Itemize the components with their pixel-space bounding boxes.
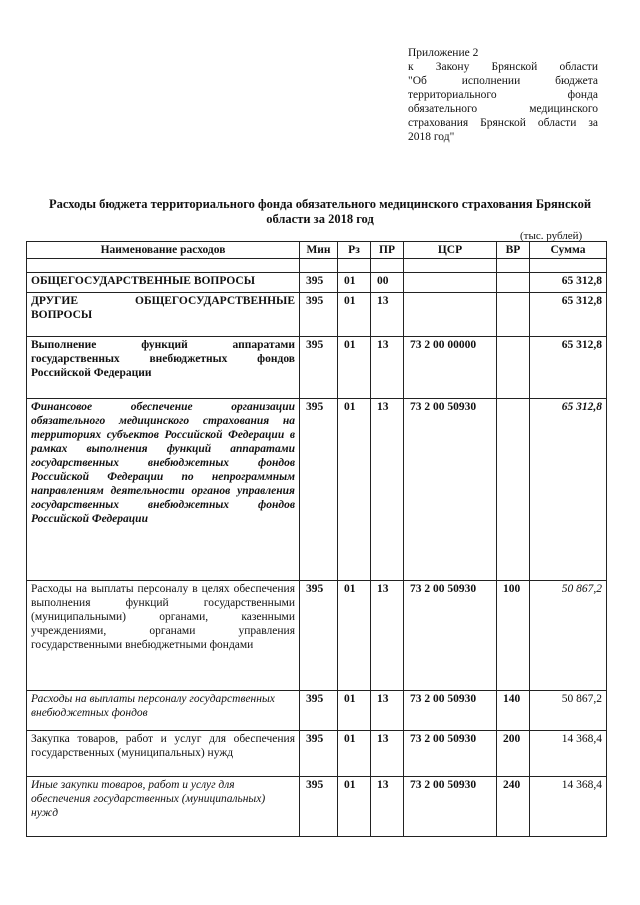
header-vr: ВР — [497, 242, 530, 259]
row-sum: 14 368,4 — [530, 731, 607, 777]
row-rz: 01 — [338, 293, 371, 337]
header-sum: Сумма — [530, 242, 607, 259]
table-row — [27, 337, 607, 399]
document-title: Расходы бюджета территориального фонда обязательного медицинского страхования Брянской области за 2018 год — [48, 197, 592, 226]
row-pr: 13 — [371, 337, 404, 399]
row-vr: 200 — [497, 731, 530, 777]
expenses-table — [26, 241, 607, 837]
row-vr — [497, 399, 530, 581]
row-min: 395 — [300, 293, 338, 337]
row-pr: 00 — [371, 273, 404, 293]
row-sum: 65 312,8 — [530, 273, 607, 293]
row-rz: 01 — [338, 691, 371, 731]
row-csr: 73 2 00 50930 — [404, 399, 497, 581]
row-csr: 73 2 00 50930 — [404, 731, 497, 777]
row-pr: 13 — [371, 581, 404, 691]
header-min: Мин — [300, 242, 338, 259]
annex-line: "Об исполнении бюджета — [408, 75, 598, 87]
annex-line: территориального фонда — [408, 89, 598, 101]
units-label: (тыс. рублей) — [520, 230, 583, 242]
row-csr: 73 2 00 50930 — [404, 777, 497, 837]
row-name: Закупка товаров, работ и услуг для обеспечения государственных (муниципальных) нужд — [27, 731, 300, 777]
row-pr: 13 — [371, 293, 404, 337]
table-row — [27, 399, 607, 581]
annex-line: к Закону Брянской области — [408, 61, 598, 73]
row-min: 395 — [300, 337, 338, 399]
table-spacer-row — [27, 259, 607, 273]
annex-note — [408, 46, 598, 144]
row-sum: 65 312,8 — [530, 399, 607, 581]
row-sum: 14 368,4 — [530, 777, 607, 837]
table-row — [27, 581, 607, 691]
row-sum: 65 312,8 — [530, 293, 607, 337]
row-csr: 73 2 00 50930 — [404, 581, 497, 691]
table-row — [27, 731, 607, 777]
row-vr: 240 — [497, 777, 530, 837]
row-sum: 50 867,2 — [530, 581, 607, 691]
header-csr: ЦСР — [404, 242, 497, 259]
row-sum: 50 867,2 — [530, 691, 607, 731]
row-csr: 73 2 00 00000 — [404, 337, 497, 399]
row-csr — [404, 273, 497, 293]
annex-line: обязательного медицинского — [408, 103, 598, 115]
row-min: 395 — [300, 691, 338, 731]
row-vr — [497, 273, 530, 293]
row-rz: 01 — [338, 399, 371, 581]
row-name: Финансовое обеспечение организации обязательного медицинского страхования на территориях субъектов Российской Федерации в рамках выполнения функций аппаратами государственных внебюджетных фондов Российской Федерации по непрограммным направлениям деятельности органов управления государственных внебюджетных фондов Российской Федерации — [27, 399, 300, 581]
row-name: Выполнение функций аппаратами государственных внебюджетных фондов Российской Федерации — [27, 337, 300, 399]
header-rz: Рз — [338, 242, 371, 259]
row-min: 395 — [300, 777, 338, 837]
row-sum: 65 312,8 — [530, 337, 607, 399]
row-min: 395 — [300, 399, 338, 581]
row-pr: 13 — [371, 399, 404, 581]
row-pr: 13 — [371, 731, 404, 777]
table-row — [27, 777, 607, 837]
table-row — [27, 293, 607, 337]
row-rz: 01 — [338, 273, 371, 293]
annex-line: страхования Брянской области за — [408, 117, 598, 129]
row-name: Расходы на выплаты персоналу государственных внебюджетных фондов — [27, 691, 300, 731]
row-rz: 01 — [338, 337, 371, 399]
row-vr — [497, 337, 530, 399]
row-min: 395 — [300, 731, 338, 777]
row-vr: 100 — [497, 581, 530, 691]
row-csr: 73 2 00 50930 — [404, 691, 497, 731]
row-name: ДРУГИЕ ОБЩЕГОСУДАРСТВЕННЫЕ ВОПРОСЫ — [27, 293, 300, 337]
row-csr — [404, 293, 497, 337]
row-min: 395 — [300, 273, 338, 293]
row-rz: 01 — [338, 581, 371, 691]
row-vr — [497, 293, 530, 337]
row-rz: 01 — [338, 731, 371, 777]
row-name: Расходы на выплаты персоналу в целях обеспечения выполнения функций государственными (муниципальными) органами, казенными учреждениями, органами управления государственными внебюджетными фондами — [27, 581, 300, 691]
row-rz: 01 — [338, 777, 371, 837]
table-header-row — [27, 242, 607, 259]
row-pr: 13 — [371, 691, 404, 731]
annex-line: Приложение 2 — [408, 47, 479, 59]
table-row — [27, 273, 607, 293]
row-pr: 13 — [371, 777, 404, 837]
header-name: Наименование расходов — [27, 242, 300, 259]
row-name: ОБЩЕГОСУДАРСТВЕННЫЕ ВОПРОСЫ — [27, 273, 300, 293]
annex-line: 2018 год" — [408, 131, 455, 143]
row-name: Иные закупки товаров, работ и услуг для обеспечения государственных (муниципальных) нужд — [27, 777, 300, 837]
header-pr: ПР — [371, 242, 404, 259]
row-vr: 140 — [497, 691, 530, 731]
table-row — [27, 691, 607, 731]
row-min: 395 — [300, 581, 338, 691]
